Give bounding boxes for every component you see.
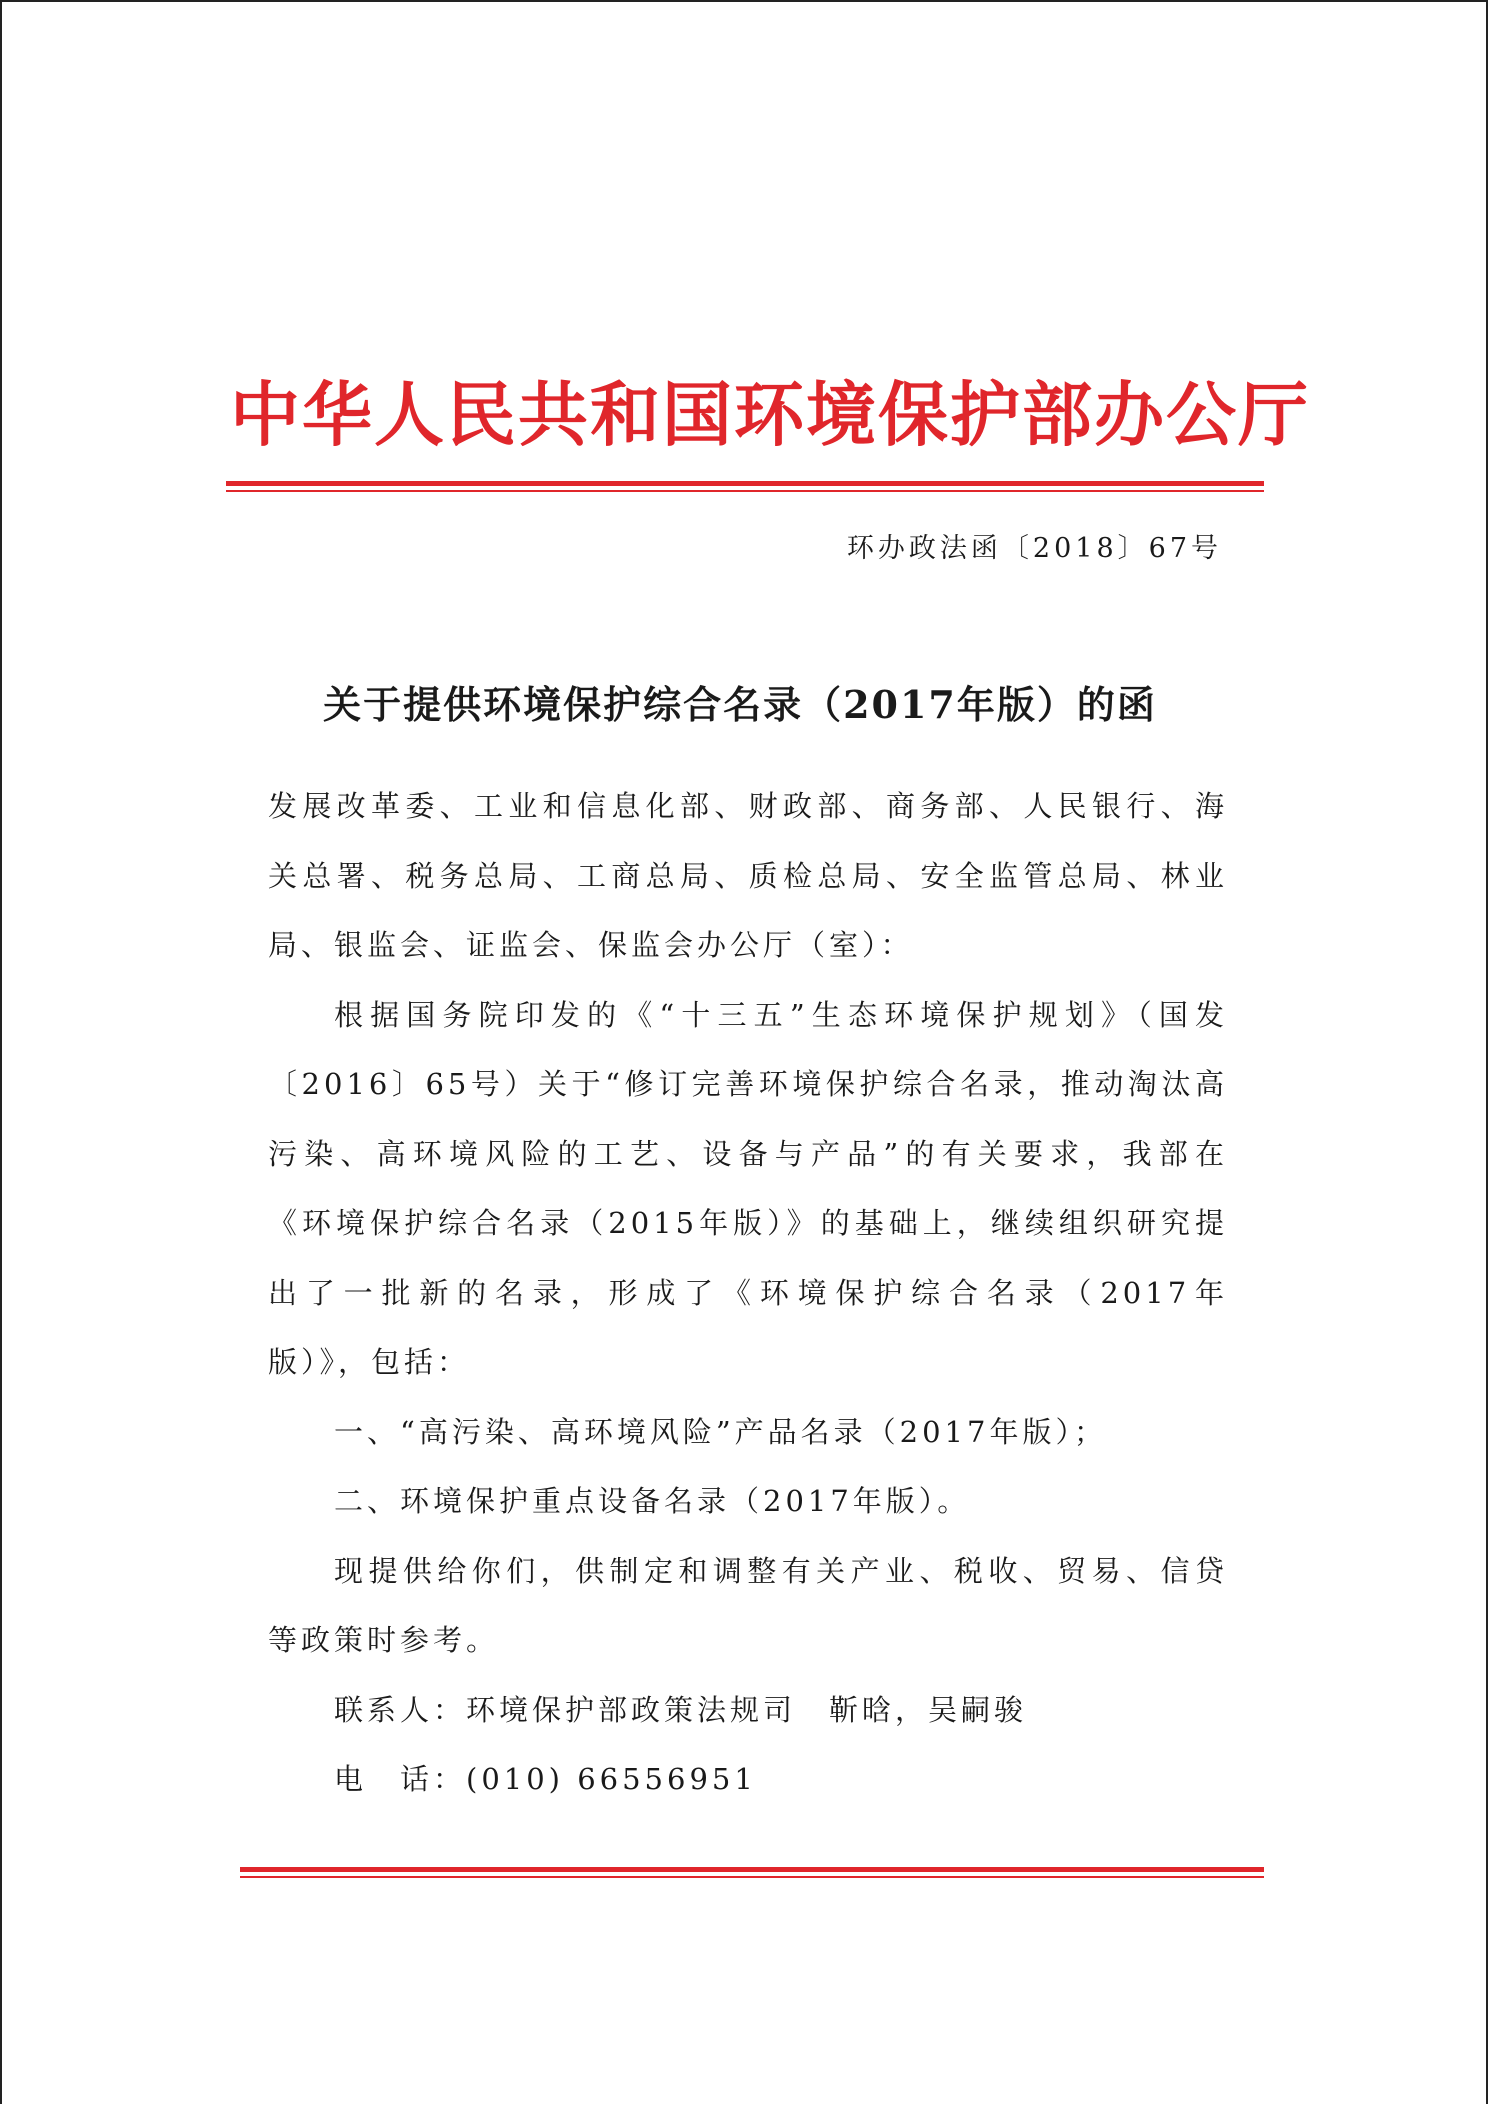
- closing-line: 现提供给你们，供制定和调整有关产业、税收、贸易、信贷: [334, 1553, 1228, 1588]
- footer-divider-thin: [240, 1876, 1264, 1878]
- recipients-line: 发展改革委、工业和信息化部、财政部、商务部、人民银行、海: [268, 789, 1228, 823]
- document-number: 环办政法函〔2018〕67号: [846, 533, 1222, 564]
- page-border-top: [0, 0, 1488, 2]
- masthead-divider-thin: [226, 490, 1264, 492]
- recipients-line: 局、银监会、证监会、保监会办公厅（室）：: [268, 928, 914, 962]
- page-border-left: [0, 0, 2, 2104]
- body-line: 根据国务院印发的《“十三五”生态环境保护规划》（国发: [334, 997, 1228, 1032]
- body-line: 《环境保护综合名录（2015年版）》的基础上，继续组织研究提: [268, 1206, 1228, 1240]
- body-line: 〔2016〕65号）关于“修订完善环境保护综合名录，推动淘汰高: [268, 1067, 1228, 1101]
- recipients-line: 关总署、税务总局、工商总局、质检总局、安全监管总局、林业: [268, 858, 1228, 893]
- list-item: 一、“高污染、高环境风险”产品名录（2017年版）；: [334, 1414, 1107, 1449]
- body-line: 污染、高环境风险的工艺、设备与产品”的有关要求，我部在: [268, 1136, 1228, 1171]
- body-line: 版）》，包括：: [268, 1345, 471, 1379]
- body-line: 出了一批新的名录，形成了《环境保护综合名录（2017年: [268, 1275, 1228, 1310]
- masthead-divider-thick: [226, 481, 1264, 486]
- contact-line: 联系人：环境保护部政策法规司 靳晗，吴嗣骏: [334, 1692, 1028, 1727]
- letter-body: [268, 772, 1228, 1815]
- phone-line: 电 话：(010) 66556951: [334, 1762, 757, 1796]
- closing-line: 等政策时参考。: [268, 1623, 500, 1657]
- list-item: 二、环境保护重点设备名录（2017年版）。: [334, 1484, 971, 1518]
- footer-divider-thick: [240, 1867, 1264, 1872]
- masthead-title: 中华人民共和国环境保护部办公厅: [230, 373, 1310, 456]
- document-title: 关于提供环境保护综合名录（2017年版）的函: [323, 682, 1157, 727]
